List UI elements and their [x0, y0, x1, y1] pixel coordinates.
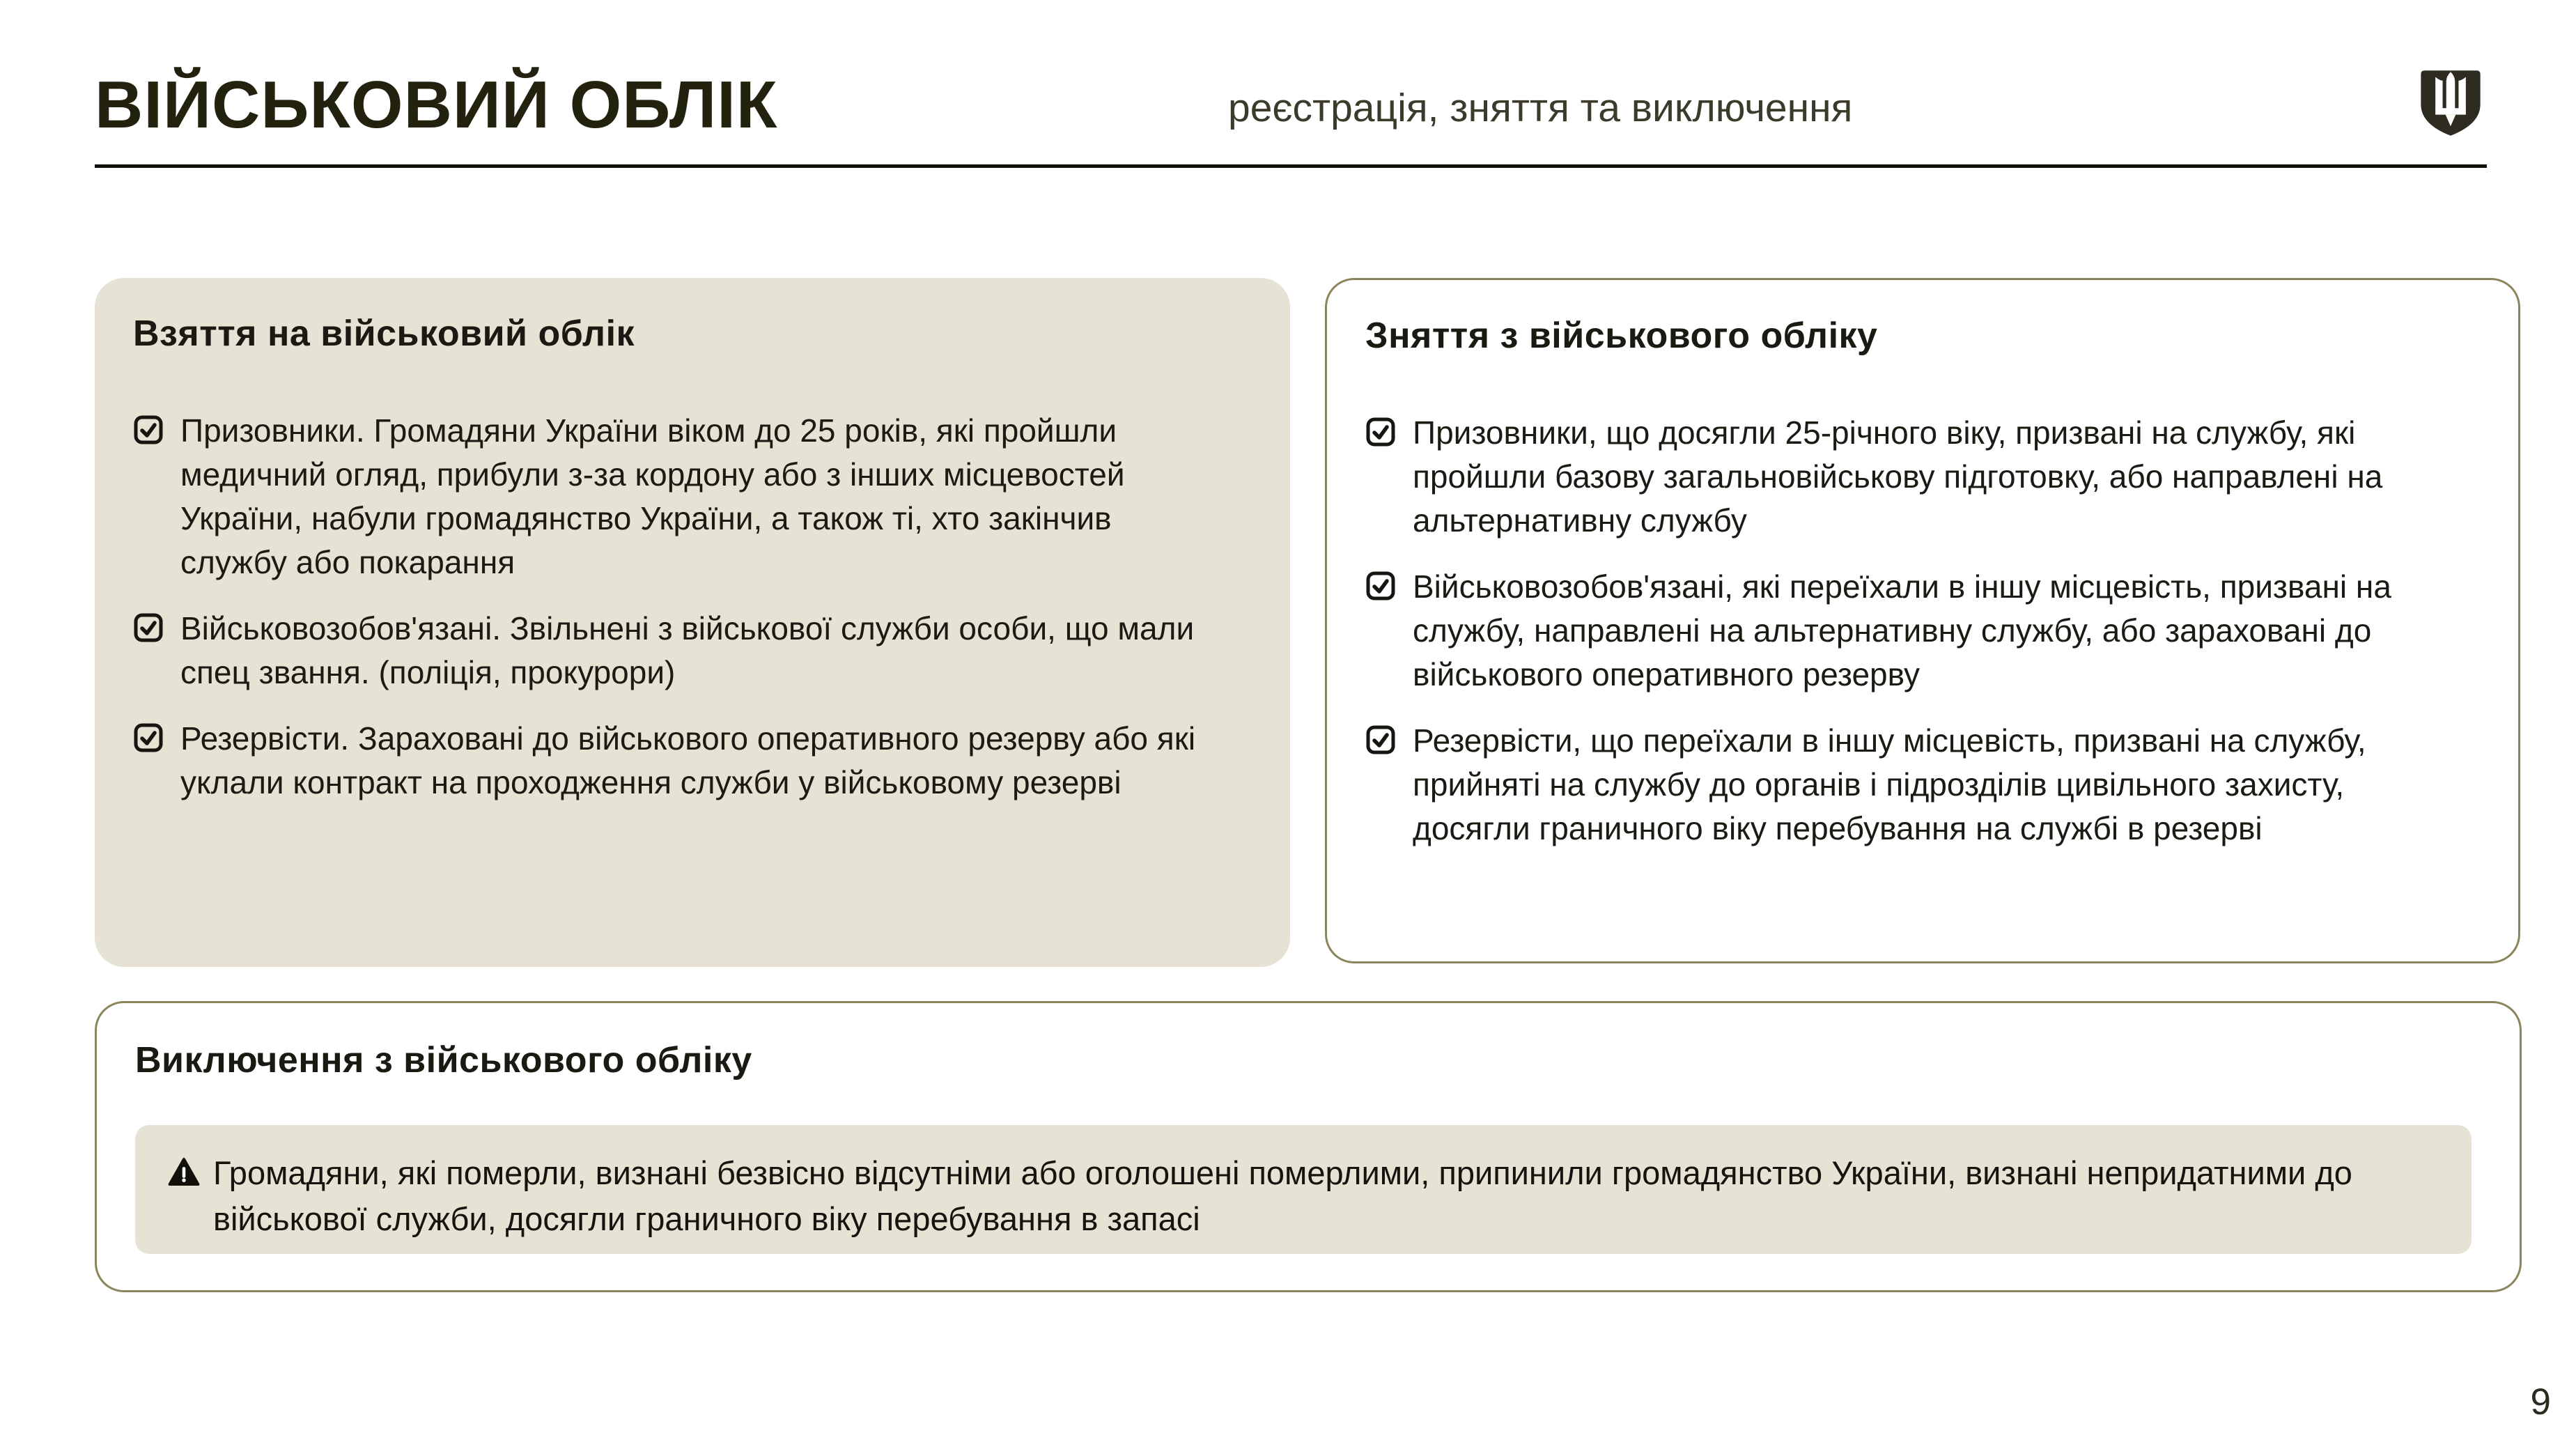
- card-removal: [1325, 278, 2520, 963]
- card-exclusion: [95, 1001, 2522, 1292]
- warning-box: [135, 1125, 2472, 1254]
- checkbox-checked-icon: [1365, 417, 1396, 447]
- header-divider: [95, 164, 2487, 168]
- list-item-text: Призовники, що досягли 25-річного віку, призвані на службу, які пройшли базову загальновійськову підготовку, або направлені на альтернативну службу: [1413, 414, 2383, 538]
- list-item-text: Військовозобов'язані, які переїхали в іншу місцевість, призвані на службу, направлені на альтернативну службу, або зараховані до військового оперативного резерву: [1413, 568, 2391, 692]
- warning-text: Громадяни, які померли, визнані безвісно відсутніми або оголошені померлими, припинили громадянство України, визнані непридатними до військової служби, досягли граничного віку перебування в запасі: [213, 1154, 2352, 1237]
- checkbox-checked-icon: [133, 722, 164, 753]
- page-number: 9: [2530, 1381, 2551, 1423]
- list-item: [1365, 565, 2485, 697]
- page-subtitle: реєстрація, зняття та виключення: [1228, 86, 1853, 130]
- list-item: [133, 717, 1254, 805]
- card-registration-title: Взяття на військовий облік: [133, 313, 635, 354]
- list-item: [133, 409, 1254, 584]
- checkbox-checked-icon: [1365, 571, 1396, 601]
- checkbox-checked-icon: [1365, 724, 1396, 755]
- list-item-text: Призовники. Громадяни України віком до 25 років, які пройшли медичний огляд, прибули з-за кордону або з інших місцевостей України, набули громадянство України, а також ті, хто закінчив службу або покарання: [180, 412, 1125, 580]
- page-title: ВІЙСЬКОВИЙ ОБЛІК: [95, 68, 778, 142]
- list-item-text: Військовозобов'язані. Звільнені з військової служби особи, що мали спец звання. (поліція, прокурори): [180, 610, 1195, 690]
- checkbox-checked-icon: [133, 414, 164, 445]
- list-item: [1365, 719, 2485, 851]
- list-item-text: Резервісти, що переїхали в іншу місцевість, призвані на службу, прийняті на службу до органів і підрозділів цивільного захисту, досягли граничного віку перебування на службі в резерві: [1413, 722, 2366, 846]
- checkbox-checked-icon: [133, 612, 164, 643]
- list-item: [133, 607, 1254, 695]
- list-item-text: Резервісти. Зараховані до військового оперативного резерву або які уклали контракт на проходження служби у військовому резерві: [180, 720, 1196, 800]
- card-removal-title: Зняття з військового обліку: [1365, 316, 1878, 356]
- warning-triangle-icon: [167, 1156, 201, 1189]
- armed-forces-emblem-icon: [2414, 63, 2487, 144]
- card-exclusion-title: Виключення з військового обліку: [135, 1040, 752, 1080]
- registration-list: [133, 409, 1254, 805]
- list-item: [1365, 411, 2485, 543]
- removal-list: [1365, 411, 2485, 851]
- card-registration: [95, 278, 1290, 967]
